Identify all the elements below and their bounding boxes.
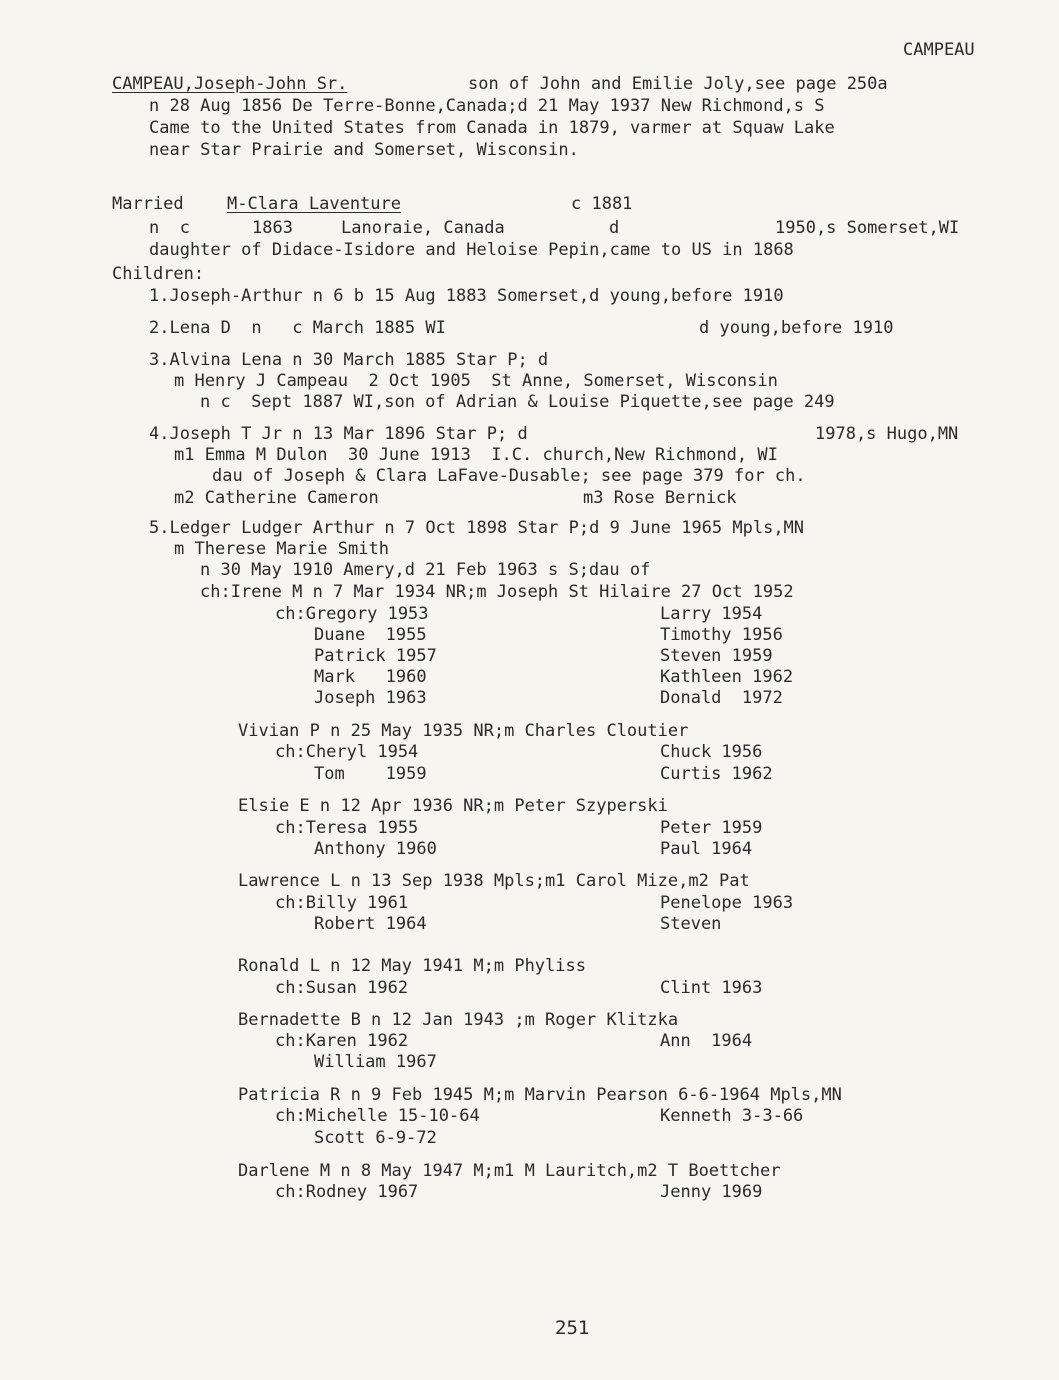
person-name: CAMPEAU,Joseph-John Sr. — [112, 74, 348, 94]
child-4: 4.Joseph T Jr n 13 Mar 1896 Star P; d — [149, 424, 528, 444]
bernadette-child-left-1: ch:Karen 1962 — [275, 1031, 409, 1051]
child-3: 3.Alvina Lena n 30 March 1885 Star P; d — [149, 350, 549, 370]
child-4-spouse-1: dau of Joseph & Clara LaFave-Dusable; see page 379 for ch. — [212, 466, 806, 486]
child-4-marriage-3: m3 Rose Bernick — [583, 488, 737, 508]
irene-child-right-4: Kathleen 1962 — [660, 667, 794, 687]
irene-child-left-3: Patrick 1957 — [314, 646, 437, 666]
child-2-death: d young,before 1910 — [699, 318, 894, 338]
darlene-entry: Darlene M n 8 May 1947 M;m1 M Lauritch,m2 T Boettcher — [238, 1161, 781, 1181]
elsie-child-right-1: Peter 1959 — [660, 818, 763, 838]
vivian-child-left-1: ch:Cheryl 1954 — [275, 742, 419, 762]
child-5-marriage: m Therese Marie Smith — [174, 539, 389, 559]
lawrence-entry: Lawrence L n 13 Sep 1938 Mpls;m1 Carol Mize,m2 Pat — [238, 871, 750, 891]
child-4-marriage-2: m2 Catherine Cameron — [174, 488, 379, 508]
irene-child-left-5: Joseph 1963 — [314, 688, 427, 708]
child-3-marriage: m Henry J Campeau 2 Oct 1905 St Anne, Somerset, Wisconsin — [174, 371, 778, 391]
patricia-child-left-1: ch:Michelle 15-10-64 — [275, 1106, 480, 1126]
page-number: 251 — [555, 1317, 590, 1339]
child-4-death: 1978,s Hugo,MN — [815, 424, 959, 444]
darlene-child-left-1: ch:Rodney 1967 — [275, 1182, 419, 1202]
person-note-2: near Star Prairie and Somerset, Wisconsin. — [149, 140, 579, 160]
elsie-child-left-1: ch:Teresa 1955 — [275, 818, 419, 838]
irene-child-left-4: Mark 1960 — [314, 667, 427, 687]
elsie-child-left-2: Anthony 1960 — [314, 839, 437, 859]
lawrence-child-right-2: Steven — [660, 914, 722, 934]
child-1: 1.Joseph-Arthur n 6 b 15 Aug 1883 Somerset,d young,before 1910 — [149, 286, 784, 306]
ronald-child-right-1: Clint 1963 — [660, 978, 763, 998]
patricia-child-left-2: Scott 6-9-72 — [314, 1128, 437, 1148]
elsie-entry: Elsie E n 12 Apr 1936 NR;m Peter Szyperski — [238, 796, 668, 816]
bernadette-child-right-1: Ann 1964 — [660, 1031, 753, 1051]
surname-header: CAMPEAU — [903, 40, 975, 60]
lawrence-child-left-1: ch:Billy 1961 — [275, 893, 409, 913]
irene-child-right-5: Donald 1972 — [660, 688, 783, 708]
ronald-entry: Ronald L n 12 May 1941 M;m Phyliss — [238, 956, 586, 976]
spouse-death-prefix: d — [609, 218, 620, 238]
bernadette-entry: Bernadette B n 12 Jan 1943 ;m Roger Klitzka — [238, 1010, 679, 1030]
elsie-child-right-2: Paul 1964 — [660, 839, 753, 859]
irene-child-right-3: Steven 1959 — [660, 646, 773, 666]
vivian-child-left-2: Tom 1959 — [314, 764, 427, 784]
lawrence-child-right-1: Penelope 1963 — [660, 893, 794, 913]
irene-child-left-1: ch:Gregory 1953 — [275, 604, 429, 624]
children-label: Children: — [112, 264, 205, 284]
spouse-name: M-Clara Laventure — [227, 194, 401, 214]
child-5-spouse: n 30 May 1910 Amery,d 21 Feb 1963 s S;dau of — [200, 560, 651, 580]
irene-child-right-2: Timothy 1956 — [660, 625, 783, 645]
darlene-child-right-1: Jenny 1969 — [660, 1182, 763, 1202]
person-note-1: Came to the United States from Canada in 1879, varmer at Squaw Lake — [149, 118, 835, 138]
patricia-entry: Patricia R n 9 Feb 1945 M;m Marvin Pearson 6-6-1964 Mpls,MN — [238, 1085, 842, 1105]
spouse-parents: daughter of Didace-Isidore and Heloise Pepin,came to US in 1868 — [149, 240, 794, 260]
patricia-child-right-1: Kenneth 3-3-66 — [660, 1106, 804, 1126]
married-label: Married — [112, 194, 184, 214]
marriage-date: c 1881 — [571, 194, 633, 214]
child-5: 5.Ledger Ludger Arthur n 7 Oct 1898 Star P;d 9 June 1965 Mpls,MN — [149, 518, 805, 538]
bernadette-child-left-2: William 1967 — [314, 1052, 437, 1072]
child-3-spouse: n c Sept 1887 WI,son of Adrian & Louise Piquette,see page 249 — [200, 392, 835, 412]
spouse-birth-year: 1863 — [252, 218, 293, 238]
vivian-entry: Vivian P n 25 May 1935 NR;m Charles Cloutier — [238, 721, 689, 741]
irene-child-left-2: Duane 1955 — [314, 625, 427, 645]
spouse-birth-place: Lanoraie, Canada — [341, 218, 505, 238]
vivian-child-right-1: Chuck 1956 — [660, 742, 763, 762]
vivian-child-right-2: Curtis 1962 — [660, 764, 773, 784]
child-5-irene: ch:Irene M n 7 Mar 1934 NR;m Joseph St Hilaire 27 Oct 1952 — [200, 582, 794, 602]
spouse-birth-prefix: n c — [149, 218, 190, 238]
child-4-marriage-1: m1 Emma M Dulon 30 June 1913 I.C. church,New Richmond, WI — [174, 445, 778, 465]
spouse-death: 1950,s Somerset,WI — [775, 218, 960, 238]
ronald-child-left-1: ch:Susan 1962 — [275, 978, 409, 998]
person-birth-death: n 28 Aug 1856 De Terre-Bonne,Canada;d 21 May 1937 New Richmond,s S — [149, 96, 825, 116]
irene-child-right-1: Larry 1954 — [660, 604, 763, 624]
child-2: 2.Lena D n c March 1885 WI — [149, 318, 446, 338]
person-parents: son of John and Emilie Joly,see page 250a — [468, 74, 888, 94]
lawrence-child-left-2: Robert 1964 — [314, 914, 427, 934]
